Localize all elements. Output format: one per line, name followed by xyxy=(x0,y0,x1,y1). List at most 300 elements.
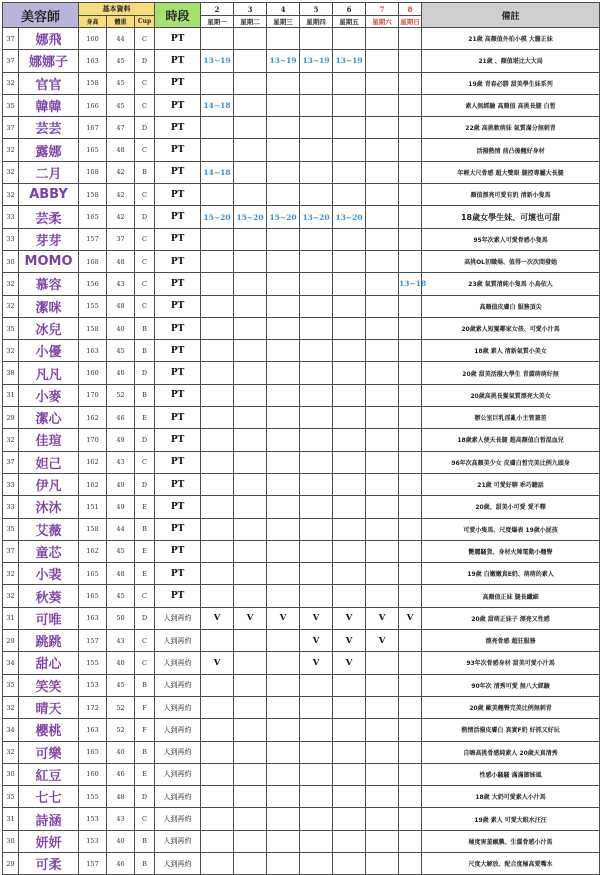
table-row xyxy=(3,763,600,785)
day-cell xyxy=(366,184,399,206)
note-cell: 高挑OL初職場、值得一次次間發她 xyxy=(422,250,600,272)
age-cell: 35 xyxy=(3,786,19,808)
day-cell xyxy=(201,250,234,272)
weight-cell: 42 xyxy=(107,161,135,183)
day-cell: V xyxy=(333,607,366,629)
time-slot-cell: PT xyxy=(155,50,201,72)
note-cell: 高顏值正妹 腿長纖細 xyxy=(422,585,600,607)
day-cell xyxy=(399,228,422,250)
table-row xyxy=(3,250,600,272)
cup-cell: C xyxy=(135,451,155,473)
day-cell xyxy=(267,630,300,652)
name-cell: 冰兒 xyxy=(19,317,79,339)
cup-cell: B xyxy=(135,384,155,406)
height-cell: 163 xyxy=(79,719,107,741)
cup-cell: C xyxy=(135,139,155,161)
height-cell: 172 xyxy=(79,696,107,718)
day-cell xyxy=(399,295,422,317)
schedule-table xyxy=(2,2,600,875)
note-cell: 素人無經驗 高顏值 高挑長腿 白皙 xyxy=(422,94,600,116)
time-slot-cell: PT xyxy=(155,585,201,607)
name-cell: 紅豆 xyxy=(19,763,79,785)
day-cell xyxy=(234,317,267,339)
day-cell xyxy=(234,473,267,495)
time-slot-cell: PT xyxy=(155,273,201,295)
day-cell xyxy=(399,429,422,451)
name-cell: 跳跳 xyxy=(19,630,79,652)
weight-cell: 40 xyxy=(107,741,135,763)
cup-cell: C xyxy=(135,94,155,116)
note-cell: 23歲 氣質清純小隻馬 小鳥依人 xyxy=(422,273,600,295)
note-cell: 20歲 甜萌正妹子 漂亮又性感 xyxy=(422,607,600,629)
day-cell xyxy=(201,696,234,718)
weight-cell: 52 xyxy=(107,696,135,718)
day-cell xyxy=(300,719,333,741)
time-slot-cell: 人到再約 xyxy=(155,696,201,718)
day-cell xyxy=(234,72,267,94)
cup-cell: D xyxy=(135,362,155,384)
day-cell xyxy=(366,139,399,161)
day-cell xyxy=(201,830,234,852)
note-cell: 18歲女學生妹、可壞也可甜 xyxy=(422,206,600,228)
day-cell xyxy=(366,362,399,384)
weight-cell: 46 xyxy=(107,852,135,874)
note-cell: 93年次骨感身材 甜美可愛小汁馬 xyxy=(422,652,600,674)
day-cell xyxy=(300,585,333,607)
header-date: 3 xyxy=(234,3,267,16)
day-cell xyxy=(201,852,234,874)
age-cell: 37 xyxy=(3,50,19,72)
cup-cell: C xyxy=(135,273,155,295)
time-slot-cell: PT xyxy=(155,518,201,540)
day-cell xyxy=(300,317,333,339)
day-cell xyxy=(366,206,399,228)
day-cell xyxy=(366,763,399,785)
header-date: 6 xyxy=(333,3,366,16)
note-cell: 21歲 可愛好聊 乖巧聽話 xyxy=(422,473,600,495)
name-cell: 艾薇 xyxy=(19,518,79,540)
day-cell xyxy=(267,384,300,406)
day-cell xyxy=(300,94,333,116)
note-cell: 尺度大解放、配合度極高愛嘴水 xyxy=(422,852,600,874)
day-cell: 13~20 xyxy=(300,206,333,228)
name-cell: 凡凡 xyxy=(19,362,79,384)
day-cell: V xyxy=(300,652,333,674)
note-cell: 96年次高顏美少女 皮膚白皙完美比例九頭身 xyxy=(422,451,600,473)
weight-cell: 45 xyxy=(107,585,135,607)
cup-cell: B xyxy=(135,741,155,763)
day-cell xyxy=(333,317,366,339)
day-cell xyxy=(333,384,366,406)
header-weekday: 星期三 xyxy=(267,16,300,28)
note-cell: 年輕大尺骨感 超大雙眼 腿控專屬大長腿 xyxy=(422,161,600,183)
cup-cell: B xyxy=(135,830,155,852)
height-cell: 155 xyxy=(79,786,107,808)
cup-cell: B xyxy=(135,340,155,362)
day-cell xyxy=(234,28,267,50)
day-cell xyxy=(399,50,422,72)
weight-cell: 45 xyxy=(107,340,135,362)
time-slot-cell: PT xyxy=(155,28,201,50)
cup-cell: C xyxy=(135,184,155,206)
note-cell: 19歲 白嫩嫩真E奶、萌萌的素人 xyxy=(422,563,600,585)
day-cell xyxy=(234,563,267,585)
day-cell: V xyxy=(201,652,234,674)
height-cell: 165 xyxy=(79,206,107,228)
day-cell xyxy=(234,429,267,451)
day-cell xyxy=(300,429,333,451)
age-cell: 35 xyxy=(3,518,19,540)
day-cell xyxy=(333,852,366,874)
height-cell: 170 xyxy=(79,384,107,406)
day-cell xyxy=(201,741,234,763)
day-cell xyxy=(201,407,234,429)
day-cell xyxy=(234,139,267,161)
time-slot-cell: PT xyxy=(155,473,201,495)
height-cell: 158 xyxy=(79,317,107,339)
note-cell: 漂亮骨感 超狂服務 xyxy=(422,630,600,652)
day-cell xyxy=(300,540,333,562)
height-cell: 158 xyxy=(79,72,107,94)
weight-cell: 48 xyxy=(107,139,135,161)
time-slot-cell: PT xyxy=(155,161,201,183)
day-cell xyxy=(267,250,300,272)
height-cell: 157 xyxy=(79,852,107,874)
header-basic-info: 基本資料 xyxy=(79,3,155,16)
time-slot-cell: 人到再約 xyxy=(155,763,201,785)
day-cell xyxy=(333,473,366,495)
note-cell: 高顏值皮膚白 服務頂尖 xyxy=(422,295,600,317)
day-cell xyxy=(300,674,333,696)
note-cell: 性感小騷騷 滿滿御姊風 xyxy=(422,763,600,785)
day-cell xyxy=(399,317,422,339)
height-cell: 165 xyxy=(79,585,107,607)
weight-cell: 48 xyxy=(107,563,135,585)
name-cell: 潔心 xyxy=(19,407,79,429)
name-cell: 秋葵 xyxy=(19,585,79,607)
height-cell: 156 xyxy=(79,273,107,295)
day-cell xyxy=(366,50,399,72)
name-cell: 芸柔 xyxy=(19,206,79,228)
header-date: 7 xyxy=(366,3,399,16)
day-cell xyxy=(366,384,399,406)
time-slot-cell: 人到再約 xyxy=(155,830,201,852)
day-cell xyxy=(267,94,300,116)
height-cell: 168 xyxy=(79,161,107,183)
day-cell xyxy=(333,161,366,183)
day-cell xyxy=(366,674,399,696)
day-cell xyxy=(399,630,422,652)
day-cell xyxy=(234,540,267,562)
day-cell xyxy=(234,630,267,652)
day-cell xyxy=(234,161,267,183)
name-cell: 沐沐 xyxy=(19,496,79,518)
age-cell: 32 xyxy=(3,585,19,607)
table-row xyxy=(3,384,600,406)
name-cell: 芽芽 xyxy=(19,228,79,250)
day-cell: V xyxy=(234,607,267,629)
age-cell: 35 xyxy=(3,94,19,116)
day-cell: V xyxy=(267,607,300,629)
header-cup: Cup xyxy=(135,16,155,28)
day-cell xyxy=(201,540,234,562)
weight-cell: 50 xyxy=(107,607,135,629)
day-cell xyxy=(300,228,333,250)
age-cell: 32 xyxy=(3,696,19,718)
day-cell xyxy=(267,496,300,518)
height-cell: 170 xyxy=(79,429,107,451)
note-cell: 20歲 歐美翹臀完美比例無刺青 xyxy=(422,696,600,718)
cup-cell: B xyxy=(135,852,155,874)
cup-cell: F xyxy=(135,696,155,718)
cup-cell: C xyxy=(135,808,155,830)
time-slot-cell: PT xyxy=(155,451,201,473)
name-cell: 可唯 xyxy=(19,607,79,629)
table-row xyxy=(3,451,600,473)
day-cell: 15~20 xyxy=(201,206,234,228)
day-cell xyxy=(366,852,399,874)
day-cell xyxy=(333,139,366,161)
name-cell: 笑笑 xyxy=(19,674,79,696)
day-cell xyxy=(267,429,300,451)
cup-cell: E xyxy=(135,407,155,429)
time-slot-cell: PT xyxy=(155,184,201,206)
day-cell xyxy=(399,139,422,161)
table-row xyxy=(3,540,600,562)
height-cell: 157 xyxy=(79,228,107,250)
name-cell: 妲己 xyxy=(19,451,79,473)
day-cell: V xyxy=(399,607,422,629)
header-weight: 體重 xyxy=(107,16,135,28)
name-cell: 潔咪 xyxy=(19,295,79,317)
table-row xyxy=(3,28,600,50)
height-cell: 155 xyxy=(79,652,107,674)
name-cell: 小麥 xyxy=(19,384,79,406)
header-weekday: 星期日 xyxy=(399,16,422,28)
day-cell xyxy=(234,184,267,206)
day-cell xyxy=(201,518,234,540)
weight-cell: 43 xyxy=(107,273,135,295)
cup-cell: E xyxy=(135,540,155,562)
weight-cell: 45 xyxy=(107,540,135,562)
day-cell xyxy=(201,674,234,696)
day-cell xyxy=(234,273,267,295)
day-cell: V xyxy=(333,630,366,652)
header-date: 4 xyxy=(267,3,300,16)
day-cell xyxy=(267,295,300,317)
day-cell xyxy=(333,696,366,718)
time-slot-cell: 人到再約 xyxy=(155,607,201,629)
day-cell xyxy=(333,295,366,317)
note-cell: 20歲高挑長髮氣質漂亮大美女 xyxy=(422,384,600,406)
table-row xyxy=(3,696,600,718)
age-cell: 32 xyxy=(3,161,19,183)
age-cell: 30 xyxy=(3,830,19,852)
day-cell xyxy=(399,184,422,206)
note-cell: 艷麗騷貨、身材火辣電動小翹臀 xyxy=(422,540,600,562)
name-cell: 櫻桃 xyxy=(19,719,79,741)
day-cell xyxy=(399,384,422,406)
weight-cell: 48 xyxy=(107,250,135,272)
day-cell xyxy=(201,451,234,473)
day-cell xyxy=(234,384,267,406)
day-cell xyxy=(300,161,333,183)
note-cell: 95年次素人可愛骨感小隻馬 xyxy=(422,228,600,250)
cup-cell: C xyxy=(135,228,155,250)
day-cell xyxy=(300,184,333,206)
height-cell: 162 xyxy=(79,407,107,429)
height-cell: 151 xyxy=(79,496,107,518)
cup-cell: C xyxy=(135,72,155,94)
time-slot-cell: 人到再約 xyxy=(155,741,201,763)
day-cell xyxy=(300,518,333,540)
height-cell: 166 xyxy=(79,94,107,116)
name-cell: 芸芸 xyxy=(19,117,79,139)
note-cell: 21歲 、顏值堪比大大局 xyxy=(422,50,600,72)
age-cell: 29 xyxy=(3,852,19,874)
day-cell xyxy=(333,94,366,116)
note-cell: 可愛小隻馬、尺度爆表 19歲小屁孩 xyxy=(422,518,600,540)
note-cell: 20歲素人短髮鄰家女孩、可愛小汁馬 xyxy=(422,317,600,339)
table-row xyxy=(3,719,600,741)
table-row xyxy=(3,518,600,540)
day-cell xyxy=(399,28,422,50)
day-cell xyxy=(300,451,333,473)
note-cell: 20歲、甜美小可愛 愛不釋 xyxy=(422,496,600,518)
table-row xyxy=(3,429,600,451)
day-cell xyxy=(399,94,422,116)
header-time-slot: 時段 xyxy=(155,3,201,28)
table-row xyxy=(3,295,600,317)
age-cell: 31 xyxy=(3,808,19,830)
day-cell xyxy=(300,763,333,785)
header-weekday: 星期二 xyxy=(234,16,267,28)
table-row xyxy=(3,50,600,72)
cup-cell: C xyxy=(135,652,155,674)
day-cell xyxy=(399,362,422,384)
time-slot-cell: PT xyxy=(155,94,201,116)
day-cell xyxy=(399,808,422,830)
day-cell xyxy=(366,317,399,339)
day-cell xyxy=(366,429,399,451)
time-slot-cell: PT xyxy=(155,407,201,429)
table-row xyxy=(3,496,600,518)
height-cell: 153 xyxy=(79,674,107,696)
day-cell: 13~19 xyxy=(267,50,300,72)
age-cell: 30 xyxy=(3,250,19,272)
day-cell xyxy=(300,139,333,161)
cup-cell: D xyxy=(135,473,155,495)
day-cell xyxy=(267,741,300,763)
cup-cell: E xyxy=(135,563,155,585)
height-cell: 163 xyxy=(79,340,107,362)
day-cell xyxy=(333,830,366,852)
day-cell xyxy=(201,340,234,362)
day-cell xyxy=(399,72,422,94)
day-cell xyxy=(267,362,300,384)
day-cell xyxy=(300,384,333,406)
note-cell: 活潑熱情 前凸後翹好身材 xyxy=(422,139,600,161)
table-row xyxy=(3,184,600,206)
day-cell xyxy=(234,295,267,317)
age-cell: 34 xyxy=(3,652,19,674)
day-cell xyxy=(201,362,234,384)
day-cell xyxy=(366,786,399,808)
header-weekday: 星期六 xyxy=(366,16,399,28)
day-cell xyxy=(300,496,333,518)
name-cell: 佳瑄 xyxy=(19,429,79,451)
day-cell xyxy=(201,72,234,94)
day-cell xyxy=(201,808,234,830)
day-cell xyxy=(366,652,399,674)
day-cell xyxy=(399,473,422,495)
age-cell: 37 xyxy=(3,451,19,473)
cup-cell: F xyxy=(135,719,155,741)
weight-cell: 46 xyxy=(107,407,135,429)
age-cell: 32 xyxy=(3,273,19,295)
time-slot-cell: 人到再約 xyxy=(155,786,201,808)
day-cell xyxy=(399,161,422,183)
day-cell xyxy=(333,719,366,741)
day-cell: 14~18 xyxy=(201,94,234,116)
cup-cell: D xyxy=(135,206,155,228)
table-row xyxy=(3,852,600,874)
day-cell: 13~19 xyxy=(201,50,234,72)
day-cell xyxy=(267,72,300,94)
table-row xyxy=(3,407,600,429)
day-cell xyxy=(399,451,422,473)
time-slot-cell: PT xyxy=(155,250,201,272)
age-cell: 33 xyxy=(3,473,19,495)
height-cell: 162 xyxy=(79,451,107,473)
day-cell xyxy=(267,117,300,139)
day-cell xyxy=(267,139,300,161)
time-slot-cell: PT xyxy=(155,317,201,339)
day-cell xyxy=(267,340,300,362)
day-cell xyxy=(201,273,234,295)
cup-cell: C xyxy=(135,630,155,652)
day-cell xyxy=(234,786,267,808)
note-cell: 19歲 素人 可愛大眼水汪汪 xyxy=(422,808,600,830)
table-row xyxy=(3,139,600,161)
day-cell xyxy=(333,250,366,272)
note-cell: 18歲 素人 清新氣質小美女 xyxy=(422,340,600,362)
day-cell xyxy=(333,496,366,518)
day-cell xyxy=(333,741,366,763)
table-row xyxy=(3,652,600,674)
day-cell xyxy=(333,518,366,540)
time-slot-cell: 人到再約 xyxy=(155,852,201,874)
header-row-top xyxy=(3,3,600,16)
day-cell xyxy=(234,117,267,139)
header-weekday: 星期五 xyxy=(333,16,366,28)
day-cell xyxy=(366,451,399,473)
day-cell: V xyxy=(300,630,333,652)
height-cell: 160 xyxy=(79,763,107,785)
day-cell xyxy=(201,763,234,785)
name-cell: 娜飛 xyxy=(19,28,79,50)
day-cell xyxy=(366,273,399,295)
day-cell: 15~20 xyxy=(234,206,267,228)
header-weekday: 星期四 xyxy=(300,16,333,28)
day-cell xyxy=(267,674,300,696)
age-cell: 37 xyxy=(3,117,19,139)
name-cell: ABBY xyxy=(19,184,79,206)
day-cell xyxy=(300,473,333,495)
day-cell xyxy=(234,518,267,540)
day-cell xyxy=(399,652,422,674)
weight-cell: 40 xyxy=(107,830,135,852)
